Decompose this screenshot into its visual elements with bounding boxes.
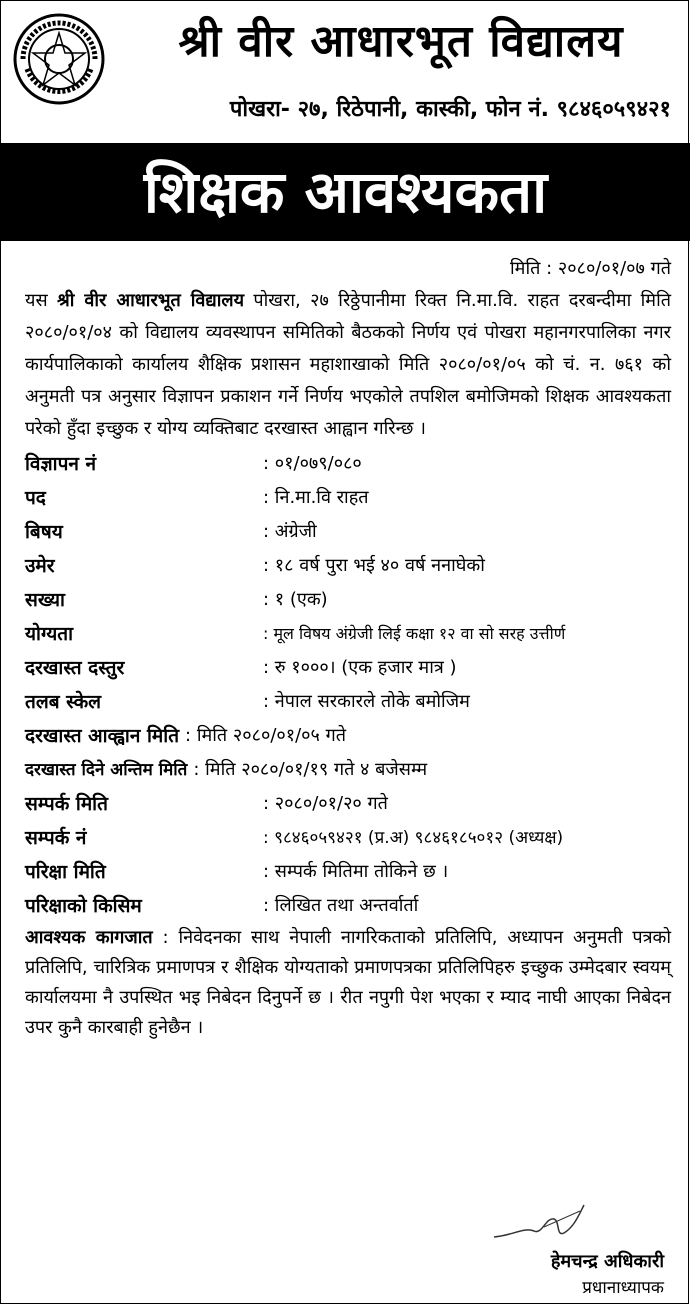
intro-prefix: यस <box>25 290 58 311</box>
notice-body <box>25 253 671 1043</box>
intro-paragraph <box>25 285 671 445</box>
detail-label: दरखास्त दस्तुर <box>25 657 125 679</box>
detail-label: बिषय <box>25 521 63 543</box>
detail-row-salary <box>25 685 671 719</box>
detail-value: : नि.मा.वि राहत <box>263 487 369 508</box>
details-list <box>25 447 671 923</box>
notice-date: मिति : २०८०/०१/०७ गते <box>510 258 671 279</box>
documents-paragraph <box>25 923 671 1043</box>
school-name: श्री वीर आधारभूत विद्यालय <box>178 16 624 67</box>
detail-label: दरखास्त दिने अन्तिम मिति <box>25 760 188 780</box>
detail-row-deadline <box>25 753 671 787</box>
detail-label: विज्ञापन नं <box>25 453 97 475</box>
detail-row-contact-date <box>25 787 671 821</box>
detail-row-ad-number <box>25 447 671 481</box>
documents-body: : निवेदनका साथ नेपाली नागरिकताको प्रतिलिपि, अध्यापन अनुमती पत्रको प्रतिलिपि, चारित्रिक प्रमाणपत्र र शैक्षिक योग्यताको प्रमाणपत्रका प्रतिलिपिहरु इच्छुक उम्मेदबार स्वयम् कार्यालयमा नै उपस्थित भइ निबेदन दिनुपर्ने छ । रीत नपुगी पेश भएका र म्याद नाघी आएका निबेदन उपर कुनै कारबाही हुनेछैन । <box>25 927 672 1038</box>
detail-row-fee <box>25 651 671 685</box>
signer-designation: प्रधानाध्यापक <box>582 1278 664 1298</box>
header <box>1 1 688 141</box>
detail-value: : मूल विषय अंग्रेजी लिई कक्षा १२ वा सो सरह उत्तीर्ण <box>263 624 566 643</box>
detail-value: : अंग्रेजी <box>263 521 317 542</box>
detail-row-exam-date <box>25 855 671 889</box>
detail-label: सख्या <box>25 589 65 611</box>
detail-label: परिक्षा मिति <box>25 861 106 883</box>
detail-row-contact-number <box>25 821 671 855</box>
detail-row-count <box>25 583 671 617</box>
detail-label: पद <box>25 487 46 509</box>
detail-row-qualification <box>25 617 671 651</box>
detail-value: : १ (एक) <box>263 589 328 610</box>
intro-school-name: श्री वीर आधारभूत विद्यालय <box>57 290 245 311</box>
detail-value: : लिखित तथा अन्तर्वार्ता <box>263 895 419 916</box>
detail-value: : ०१/०७९/०८० <box>263 453 362 474</box>
detail-value: : रु १०००। (एक हजार मात्र ) <box>263 657 457 678</box>
detail-label: योग्यता <box>25 623 74 645</box>
detail-label: परिक्षाको किसिम <box>25 895 142 917</box>
detail-label: उमेर <box>25 555 55 577</box>
detail-row-post <box>25 481 671 515</box>
detail-value: : ९८४६०५९४२१ (प्र.अ) ९८४६१८५०१२ (अध्यक्ष) <box>263 828 564 848</box>
detail-row-exam-type <box>25 889 671 923</box>
detail-label: सम्पर्क मिति <box>25 793 108 815</box>
banner-title: शिक्षक आवश्यकता <box>1 143 690 241</box>
detail-label: दरखास्त आव्ह्वान मिति <box>25 725 180 747</box>
detail-label: सम्पर्क नं <box>25 827 87 849</box>
detail-value: : १८ वर्ष पुरा भई ४० वर्ष ननाघेको <box>263 555 485 576</box>
documents-label: आवश्यक कागजात <box>25 927 153 948</box>
school-seal-icon <box>13 13 105 105</box>
detail-value: : मिति २०८०/०१/०५ गते <box>185 725 347 746</box>
detail-value: : मिति २०८०/०१/१९ गते ४ बजेसम्म <box>193 759 428 780</box>
signer-name: हेमचन्द्र अधिकारी <box>550 1251 664 1272</box>
detail-row-call-date <box>25 719 671 753</box>
detail-row-subject <box>25 515 671 549</box>
detail-value: : २०८०/०१/२० गते <box>263 793 388 814</box>
detail-label: तलब स्केल <box>25 691 102 713</box>
detail-value: : सम्पर्क मितिमा तोकिने छ । <box>263 861 449 882</box>
signature-block <box>424 1197 664 1297</box>
school-address: पोखरा- २७, रिठेपानी, कास्की, फोन नं. ९८४६०५९४२१ <box>229 97 671 122</box>
signature-icon <box>484 1197 604 1247</box>
intro-body: पोखरा, २७ रिठ्ठेपानीमा रिक्त नि.मा.वि. राहत दरबन्दीमा मिति २०८०/०१/०४ को विद्यालय व्यवस्थापन समितिको बैठकको निर्णय एवं पोखरा महानगरपालिका नगर कार्यपालिकाको कार्यालय शैक्षिक प्रशासन महाशाखाको मिति २०८०/०१/०५ को चं. न. ७६१ को अनुमती पत्र अनुसार विज्ञापन प्रकाशन गर्ने निर्णय भएकोले तपशिल बमोजिमको शिक्षक आवश्यकता परेको हुँदा इच्छुक र योग्य व्यक्तिबाट दरखास्त आह्वान गरिन्छ । <box>25 290 671 439</box>
detail-row-age <box>25 549 671 583</box>
detail-value: : नेपाल सरकारले तोके बमोजिम <box>263 691 470 712</box>
